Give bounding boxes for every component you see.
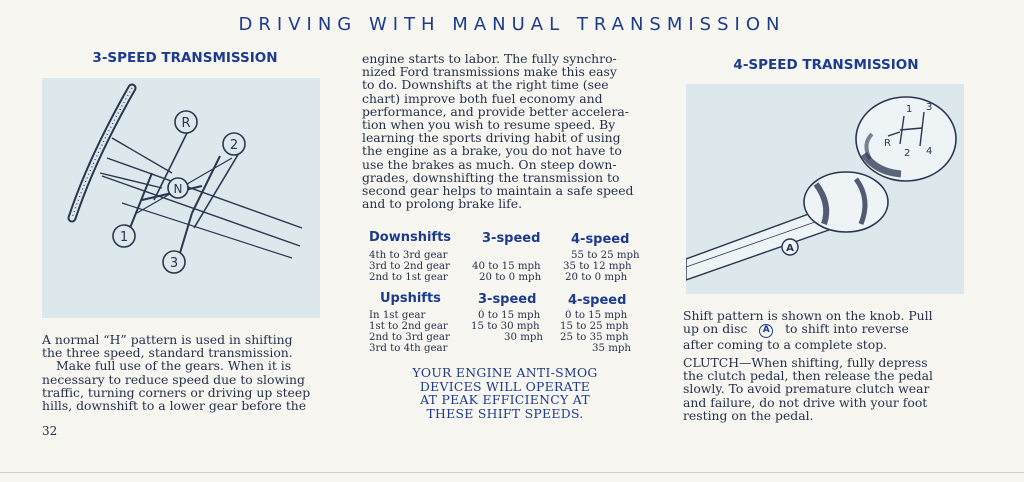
upshift-4-speed: 25 to 35 mph (560, 332, 629, 343)
text-fragment: up on disc (683, 321, 748, 337)
downshift-gear: 2nd to 1st gear (369, 272, 448, 283)
text-line: the three speed, standard transmission. (42, 345, 293, 361)
text-fragment: to shift into reverse (785, 321, 909, 337)
upshift-gear: 3rd to 4th gear (369, 343, 448, 354)
page-title: DRIVING WITH MANUAL TRANSMISSION (238, 14, 786, 35)
text-line: hills, downshift to a lower gear before the (42, 398, 307, 414)
illustration-3-speed-shift-pattern (42, 78, 320, 318)
text-line: CLUTCH—When shifting, fully depress (683, 355, 928, 370)
text-line: slowly. To avoid premature clutch wear (683, 381, 930, 397)
downshift-3-speed: 40 to 15 mph (472, 261, 541, 272)
page-edge (0, 472, 1024, 473)
callout-line: DEVICES WILL OPERATE (419, 378, 591, 394)
heading-3-speed: 3-SPEED TRANSMISSION (92, 50, 278, 66)
downshift-3-speed: 20 to 0 mph (479, 272, 542, 283)
gear-label-third (163, 251, 185, 273)
shifter-boot (804, 172, 888, 232)
shift-pattern-text (683, 309, 965, 351)
upshift-3-speed: 0 to 15 mph (478, 310, 541, 321)
3-speed-shift-diagram (42, 78, 320, 318)
gear-label-reverse (175, 111, 197, 133)
middle-body-text (362, 52, 644, 210)
downshifts-heading: Downshifts (369, 230, 452, 245)
text-line: resting on the pedal. (683, 407, 814, 423)
text-line: grades, downshifting the transmission to (362, 169, 620, 185)
reverse-disc-a (782, 239, 798, 255)
downshift-gear: 3rd to 2nd gear (369, 261, 450, 272)
text-line: traffic, turning corners or driving up steep (42, 384, 311, 400)
text-line: A normal “H” pattern is used in shifting (42, 332, 293, 347)
downshift-gear: 4th to 3rd gear (369, 250, 448, 261)
upshift-gear: 1st to 2nd gear (369, 321, 448, 332)
4-speed-shifter-diagram (686, 84, 964, 294)
svg-text:2: 2 (904, 148, 911, 159)
text-line: engine starts to labor. The fully synchro- (362, 51, 617, 66)
text-line: second gear helps to maintain a safe speed (362, 183, 634, 199)
upshifts-3-speed-header: 3-speed (478, 292, 537, 307)
text-line: chart) improve both fuel economy and (362, 90, 603, 106)
upshift-3-speed: 15 to 30 mph (471, 321, 540, 332)
text-line: and failure, do not drive with your foot (683, 394, 928, 410)
text-line: the clutch pedal, then release the pedal (683, 368, 933, 384)
text-line: performance, and provide better accelera- (362, 103, 629, 119)
downshift-4-speed: 35 to 12 mph (563, 261, 632, 272)
upshift-gear: In 1st gear (369, 310, 426, 321)
downshift-4-speed: 20 to 0 mph (565, 272, 628, 283)
disc-a-symbol: A (759, 324, 773, 338)
svg-text:R: R (181, 116, 191, 131)
upshifts-4-speed-header: 4-speed (568, 293, 627, 308)
svg-text:2: 2 (229, 138, 239, 153)
upshift-3-speed: 30 mph (504, 332, 543, 343)
downshifts-4-speed-header: 4-speed (571, 232, 630, 247)
svg-text:A: A (786, 243, 794, 254)
svg-text:R: R (884, 138, 891, 149)
gear-label-second (223, 133, 245, 155)
text-line: use the brakes as much. On steep down- (362, 156, 617, 172)
svg-text:3: 3 (926, 102, 933, 113)
text-line: Shift pattern is shown on the knob. Pull (683, 308, 933, 323)
left-body-text (42, 333, 320, 412)
heading-4-speed: 4-SPEED TRANSMISSION (733, 57, 919, 73)
text-line (683, 322, 965, 338)
gear-label-neutral (168, 178, 188, 198)
svg-text:1: 1 (906, 104, 913, 115)
downshift-4-speed: 55 to 25 mph (571, 250, 640, 261)
downshifts-3-speed-header: 3-speed (482, 231, 541, 246)
text-line: to do. Downshifts at the right time (see (362, 77, 609, 93)
upshift-4-speed: 35 mph (592, 343, 631, 354)
gear-label-first (113, 225, 135, 247)
text-line: and to prolong brake life. (362, 196, 523, 212)
callout-line: THESE SHIFT SPEEDS. (426, 405, 584, 421)
anti-smog-callout (380, 366, 630, 420)
upshift-4-speed: 15 to 25 mph (560, 321, 629, 332)
upshift-gear: 2nd to 3rd gear (369, 332, 450, 343)
svg-text:3: 3 (169, 256, 179, 271)
text-line: necessary to reduce speed due to slowing (42, 371, 305, 387)
svg-text:N: N (173, 182, 183, 196)
upshifts-heading: Upshifts (380, 291, 441, 306)
callout-line: AT PEAK EFFICIENCY AT (420, 392, 590, 407)
upshift-4-speed: 0 to 15 mph (565, 310, 628, 321)
text-line: Make full use of the gears. When it is (56, 358, 292, 374)
text-line: tion when you wish to resume speed. By (362, 117, 616, 133)
text-line: learning the sports driving habit of using (362, 130, 621, 146)
svg-text:1: 1 (119, 230, 129, 245)
text-line: after coming to a complete stop. (683, 337, 888, 353)
svg-text:4: 4 (926, 146, 933, 157)
text-line: the engine as a brake, you do not have to (362, 143, 622, 159)
callout-line: YOUR ENGINE ANTI-SMOG (412, 365, 598, 380)
clutch-text (683, 356, 965, 422)
page-number: 32 (42, 424, 58, 438)
illustration-4-speed-knob (686, 84, 964, 294)
text-line: nized Ford transmissions make this easy (362, 64, 617, 80)
